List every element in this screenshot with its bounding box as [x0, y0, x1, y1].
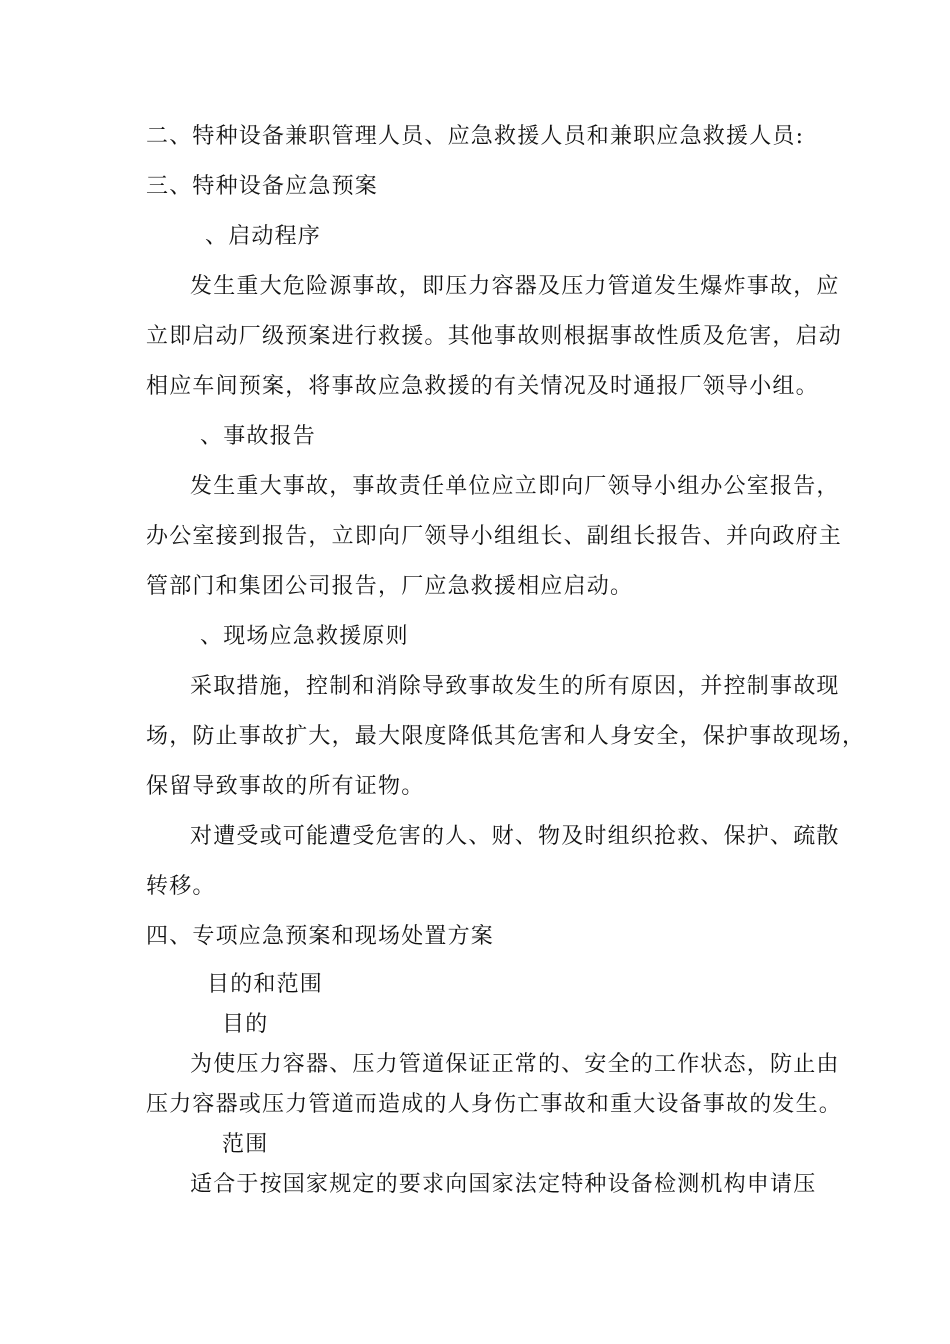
subheading-onsite-rescue-principle: 、现场应急救援原则 [200, 624, 409, 649]
subheading-purpose-and-scope: 目的和范围 [207, 972, 324, 997]
paragraph-line: 发生重大危险源事故，即压力容器及压力管道发生爆炸事故，应 [190, 274, 840, 299]
section-heading-4: 四、专项应急预案和现场处置方案 [146, 924, 495, 949]
paragraph-line: 采取措施，控制和消除导致事故发生的所有原因，并控制事故现 [190, 674, 840, 699]
paragraph-line: 转移。 [146, 874, 216, 899]
section-heading-3: 三、特种设备应急预案 [146, 174, 379, 199]
paragraph-line: 相应车间预案，将事故应急救援的有关情况及时通报厂领导小组。 [146, 374, 819, 399]
paragraph-line: 适合于按国家规定的要求向国家法定特种设备检测机构申请压 [190, 1172, 817, 1197]
paragraph-line: 立即启动厂级预案进行救援。其他事故则根据事故性质及危害，启动 [146, 324, 843, 349]
paragraph-line: 对遭受或可能遭受危害的人、财、物及时组织抢救、保护、疏散 [190, 824, 840, 849]
subheading-scope: 范围 [222, 1132, 269, 1157]
subheading-accident-report: 、事故报告 [200, 424, 317, 449]
paragraph-line: 管部门和集团公司报告，厂应急救援相应启动。 [146, 574, 634, 599]
paragraph-line: 办公室接到报告，立即向厂领导小组组长、副组长报告、并向政府主 [146, 524, 843, 549]
paragraph-line: 场，防止事故扩大，最大限度降低其危害和人身安全，保护事故现场， [146, 724, 866, 749]
subheading-purpose: 目的 [222, 1012, 269, 1037]
paragraph-line: 为使压力容器、压力管道保证正常的、安全的工作状态，防止由 [190, 1052, 840, 1077]
subheading-startup-procedure: 、启动程序 [205, 224, 322, 249]
section-heading-2: 二、特种设备兼职管理人员、应急救援人员和兼职应急救援人员: [146, 124, 805, 149]
paragraph-line: 保留导致事故的所有证物。 [146, 774, 425, 799]
paragraph-line: 发生重大事故，事故责任单位应立即向厂领导小组办公室报告， [190, 474, 840, 499]
paragraph-line: 压力容器或压力管道而造成的人身伤亡事故和重大设备事故的发生。 [146, 1092, 843, 1117]
